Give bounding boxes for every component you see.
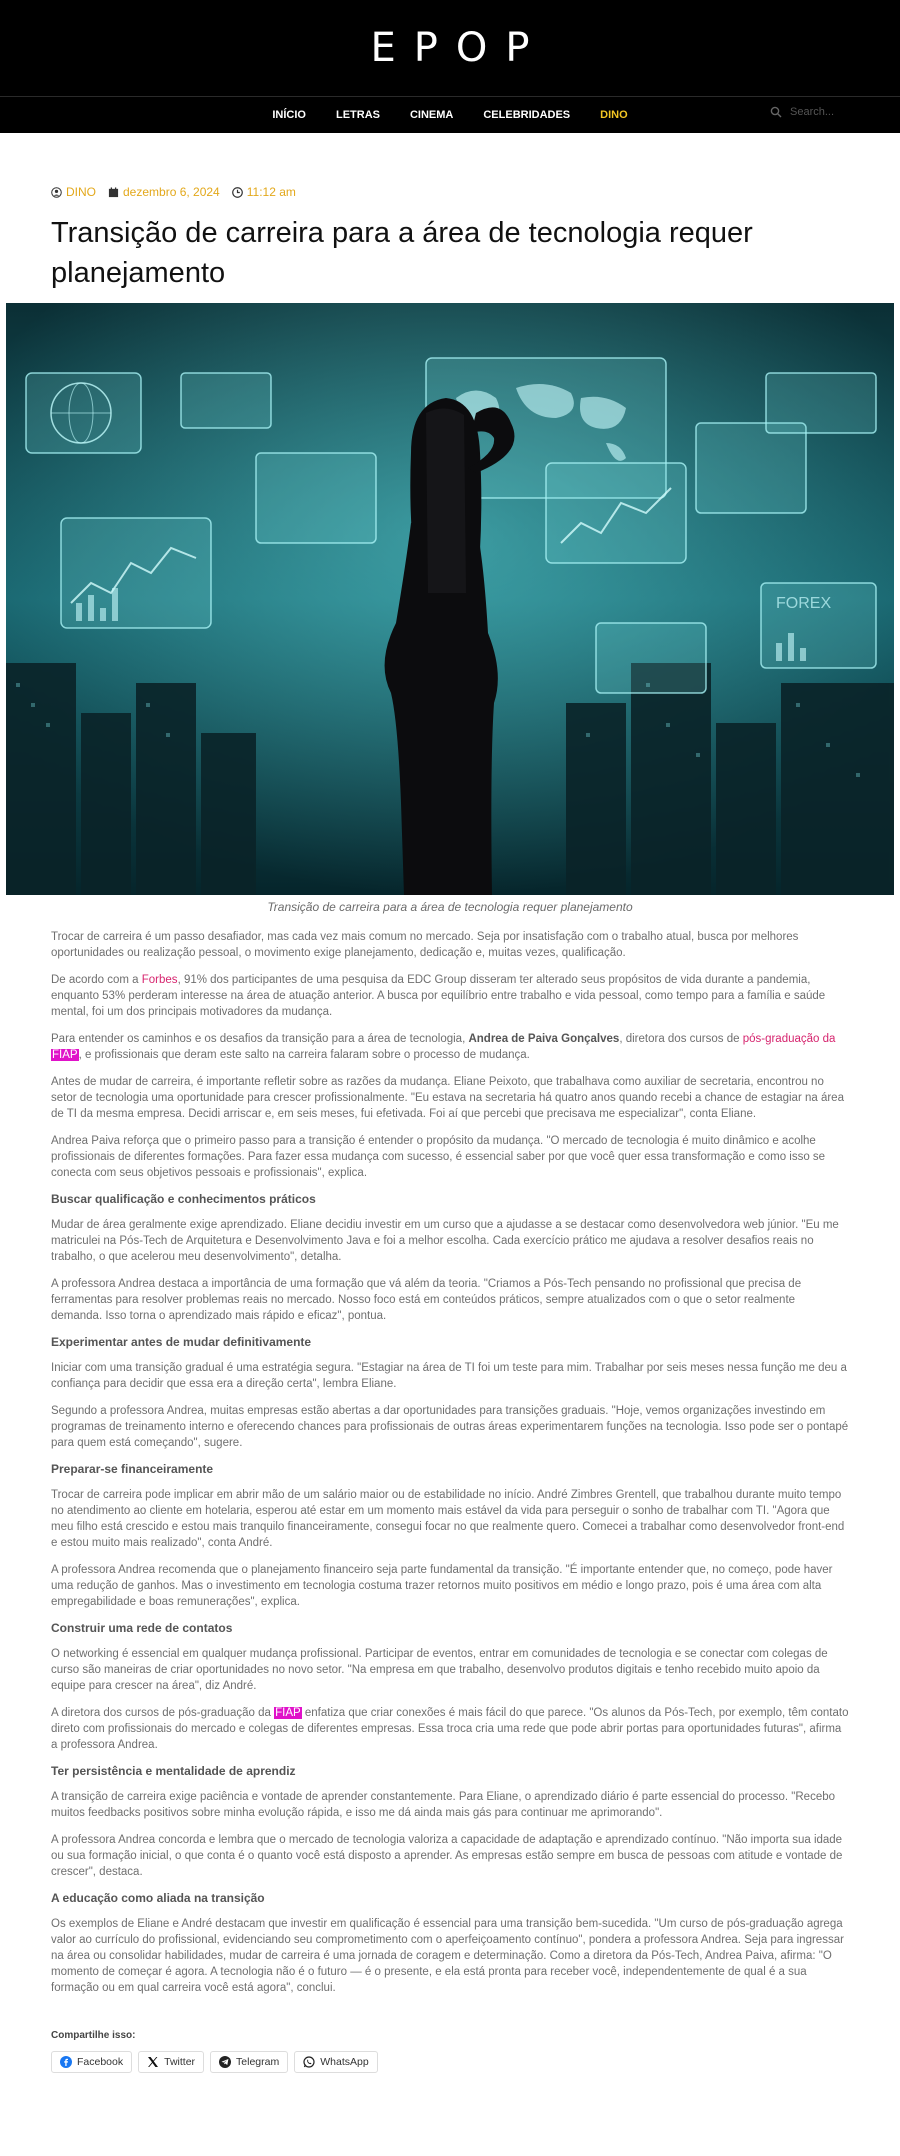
- search-box: [770, 105, 882, 119]
- section-heading: Experimentar antes de mudar definitivamente: [51, 1335, 312, 1349]
- nav-item-celebridades[interactable]: CELEBRIDADES: [483, 109, 571, 121]
- share-telegram-label: Telegram: [236, 2056, 280, 2068]
- article-date[interactable]: dezembro 6, 2024: [123, 185, 220, 199]
- facebook-icon: [60, 2056, 72, 2068]
- clock-icon: [232, 187, 243, 198]
- author-link[interactable]: DINO: [66, 185, 96, 199]
- telegram-icon: [219, 2056, 231, 2068]
- section-heading: Construir uma rede de contatos: [51, 1621, 233, 1635]
- nav-menu: [257, 109, 642, 121]
- article-time: 11:12 am: [246, 185, 296, 199]
- paragraph: Os exemplos de Eliane e André destacam que investir em qualificação é essencial para uma transição bem-sucedida. "Um curso de pós-graduação agrega valor ao currículo do profissional, evidenciando seu comprometimento com o aperfeiçoamento contínuo", pondera a professora Andrea. Seja para ingressar na área ou consolidar habilidades, mudar de carreira é uma jornada de coragem e determinação. Como a diretora da Pós-Tech, Andrea Paiva, afirma: "O momento de começar é agora. A tecnologia não é o futuro — é o presente, e ela está pronta para receber você, independentemente de qual é a sua formação ou em qual carreira você está agora", conclui.: [51, 1918, 844, 1994]
- paragraph: [51, 1031, 849, 1063]
- nav-item-dino[interactable]: DINO: [600, 109, 628, 121]
- paragraph: Andrea Paiva reforça que o primeiro passo para a transição é entender o propósito da mudança. "O mercado de tecnologia é muito dinâmico e acolhe profissionais de diferentes formações. Para fazer essa mudança com sucesso, é essencial saber por que você quer essa transformação e como isso se conecta com seus objetivos pessoais e profissionais", explica.: [51, 1135, 826, 1179]
- share-twitter-label: Twitter: [164, 2056, 196, 2068]
- nav-item-letras[interactable]: LETRAS: [335, 109, 380, 121]
- article-meta: [51, 185, 849, 199]
- text-span: Para entender os caminhos e os desafios da transição para a área de tecnologia,: [51, 1033, 469, 1045]
- article-body: [0, 929, 900, 2073]
- paragraph: Segundo a professora Andrea, muitas empresas estão abertas a dar oportunidades para transições graduais. "Hoje, vemos organizações investindo em programas de treinamento interno e oferecendo chances para profissionais de outras áreas experimentarem funções na tecnologia. Isso pode ser o pontapé para quem está começando", sugere.: [51, 1405, 849, 1449]
- text-span: , diretora dos cursos de: [619, 1033, 743, 1045]
- paragraph: A transição de carreira exige paciência e vontade de aprender constantemente. Para Eliane, o aprendizado diário é parte essencial do processo. "Recebo muitos feedbacks positivos sobre minha evolução rápida, e isso me dá ainda mais gás para continuar me aprimorando".: [51, 1791, 836, 1819]
- nav-item-cinema[interactable]: CINEMA: [409, 109, 454, 121]
- share-title: Compartilhe isso:: [51, 2030, 136, 2041]
- main-nav: [0, 96, 900, 133]
- paragraph: [51, 972, 849, 1020]
- search-input[interactable]: [788, 105, 882, 119]
- article-hero-image: [6, 303, 894, 895]
- share-telegram-button[interactable]: [210, 2051, 288, 2073]
- paragraph: Mudar de área geralmente exige aprendizado. Eliane decidiu investir em um curso que a ajudasse a se destacar como desenvolvedora web júnior. "Eu me matriculei na Pós-Tech de Arquitetura e Desenvolvimento Java e foi a melhor escolha. Cada exercício prático me ajudava a resolver desafios reais no trabalho, o que acelerou meu desenvolvimento", detalha.: [51, 1219, 839, 1263]
- share-whatsapp-button[interactable]: [294, 2051, 377, 2073]
- image-caption: Transição de carreira para a área de tecnologia requer planejamento: [267, 900, 633, 914]
- time-meta: [232, 185, 296, 199]
- paragraph: Iniciar com uma transição gradual é uma estratégia segura. "Estagiar na área de TI foi um teste para mim. Trabalhar por seis meses nessa função me deu a confiança para decidir que essa era a direção certa", lembra Eliane.: [51, 1362, 847, 1390]
- text-span: A diretora dos cursos de pós-graduação da: [51, 1707, 275, 1719]
- share-whatsapp-label: WhatsApp: [320, 2056, 369, 2068]
- text-span: , 91% dos participantes de uma pesquisa da EDC Group disseram ter alterado seus propósitos de vida durante a pandemia, enquanto 53% perderam interesse na área de atuação anterior. A busca por equilíbrio entre trabalho e vida pessoal, como tempo para a família e saúde mental, foi um dos principais motivadores da mudança.: [51, 974, 826, 1018]
- calendar-icon: [108, 187, 119, 198]
- share-buttons: [51, 2051, 849, 2073]
- hero-illustration: [6, 303, 894, 895]
- pos-graduacao-link[interactable]: pós-graduação da: [742, 1033, 836, 1045]
- section-heading: Buscar qualificação e conhecimentos práticos: [51, 1192, 316, 1206]
- paragraph: A professora Andrea recomenda que o planejamento financeiro seja parte fundamental da transição. "É importante entender que, no começo, pode haver uma redução de ganhos. Mas o investimento em tecnologia costuma trazer retornos muito positivos em médio e longo prazo, pois é uma área com alta empregabilidade e boas remunerações", explica.: [51, 1564, 833, 1608]
- fiap-link[interactable]: FIAP: [52, 1049, 78, 1061]
- text-span: enfatiza que criar conexões é mais fácil do que parece. "Os alunos da Pós-Tech, por exemplo, têm contato direto com profissionais do mercado e colegas de diferentes empresas. Essa troca cria uma rede que pode abrir portas para oportunidades futuras", afirma a professora Andrea.: [51, 1707, 849, 1751]
- paragraph: Trocar de carreira é um passo desafiador, mas cada vez mais comum no mercado. Seja por insatisfação com o trabalho atual, busca por melhores oportunidades ou realização pessoal, o movimento exige planejamento, dedicação e, muitas vezes, qualificação.: [51, 931, 799, 959]
- whatsapp-icon: [303, 2056, 315, 2068]
- hero-forex-text: FOREX: [776, 595, 832, 612]
- site-header: [0, 0, 900, 96]
- section-heading: A educação como aliada na transição: [51, 1891, 265, 1905]
- section-heading: Ter persistência e mentalidade de aprendiz: [51, 1764, 296, 1778]
- paragraph: Antes de mudar de carreira, é importante refletir sobre as razões da mudança. Eliane Peixoto, que trabalhava como auxiliar de secretaria, encontrou no setor de tecnologia uma oportunidade para crescer profissionalmente. "Eu estava na secretaria há quatro anos quando recebi a chance de estagiar na área de TI da mesma empresa. Decidi arriscar e, em seis meses, fui efetivada. Foi aí que percebi que precisava me especializar", conta Eliane.: [51, 1076, 844, 1120]
- twitter-icon: [147, 2056, 159, 2068]
- paragraph: A professora Andrea destaca a importância de uma formação que vá além da teoria. "Criamos a Pós-Tech pensando no profissional que precisa de ferramentas para resolver problemas reais no mercado. Nosso foco está em conteúdos práticos, sempre atualizados com o que o setor realmente demanda. Isso torna o aprendizado mais rápido e eficaz", pontua.: [51, 1278, 802, 1322]
- article-title: Transição de carreira para a área de tecnologia requer planejamento: [51, 217, 753, 289]
- author-meta: [51, 185, 96, 199]
- bold-name: Andrea de Paiva Gonçalves: [468, 1033, 620, 1045]
- text-span: De acordo com a: [51, 974, 142, 986]
- share-facebook-button[interactable]: [51, 2051, 132, 2073]
- fiap-link[interactable]: FIAP: [275, 1707, 301, 1719]
- site-logo[interactable]: EPOP: [370, 25, 548, 71]
- paragraph: Trocar de carreira pode implicar em abrir mão de um salário maior ou de estabilidade no início. André Zimbres Grentell, que trabalhou durante muito tempo no atendimento ao cliente em hotelaria, esperou até estar em um momento mais estável da vida para perseguir o sonho de trabalhar com TI. "Agora que meu filho está crescido e estou mais tranquilo financeiramente, consegui focar no que realmente quero. Comecei a trabalhar como desenvolvedor front-end e estou muito mais realizado", conta André.: [51, 1489, 845, 1549]
- article: [0, 185, 900, 293]
- text-span: , e profissionais que deram este salto na carreira falaram sobre o processo de mudança.: [78, 1049, 530, 1061]
- nav-item-inicio[interactable]: INÍCIO: [272, 109, 306, 121]
- forbes-link[interactable]: Forbes: [141, 974, 178, 986]
- paragraph: A professora Andrea concorda e lembra que o mercado de tecnologia valoriza a capacidade de adaptação e aprendizado contínuo. "Não importa sua idade ou sua formação inicial, o que conta é o quanto você está disposto a aprender. As empresas estão sempre em busca de pessoas com atitude e vontade de crescer", destaca.: [51, 1834, 843, 1878]
- share-section: [51, 2030, 849, 2073]
- share-facebook-label: Facebook: [77, 2056, 124, 2068]
- section-heading: Preparar-se financeiramente: [51, 1462, 214, 1476]
- share-twitter-button[interactable]: [138, 2051, 204, 2073]
- paragraph: [51, 1705, 849, 1753]
- date-meta: [108, 185, 220, 199]
- user-icon: [51, 187, 62, 198]
- paragraph: O networking é essencial em qualquer mudança profissional. Participar de eventos, entrar em comunidades de tecnologia e se conectar com colegas de curso são maneiras de criar oportunidades no novo setor. "Na empresa em que trabalho, desenvolvo produtos digitais e tenho recebido muito apoio da equipe para crescer na área", diz André.: [51, 1648, 828, 1692]
- search-icon[interactable]: [770, 106, 782, 118]
